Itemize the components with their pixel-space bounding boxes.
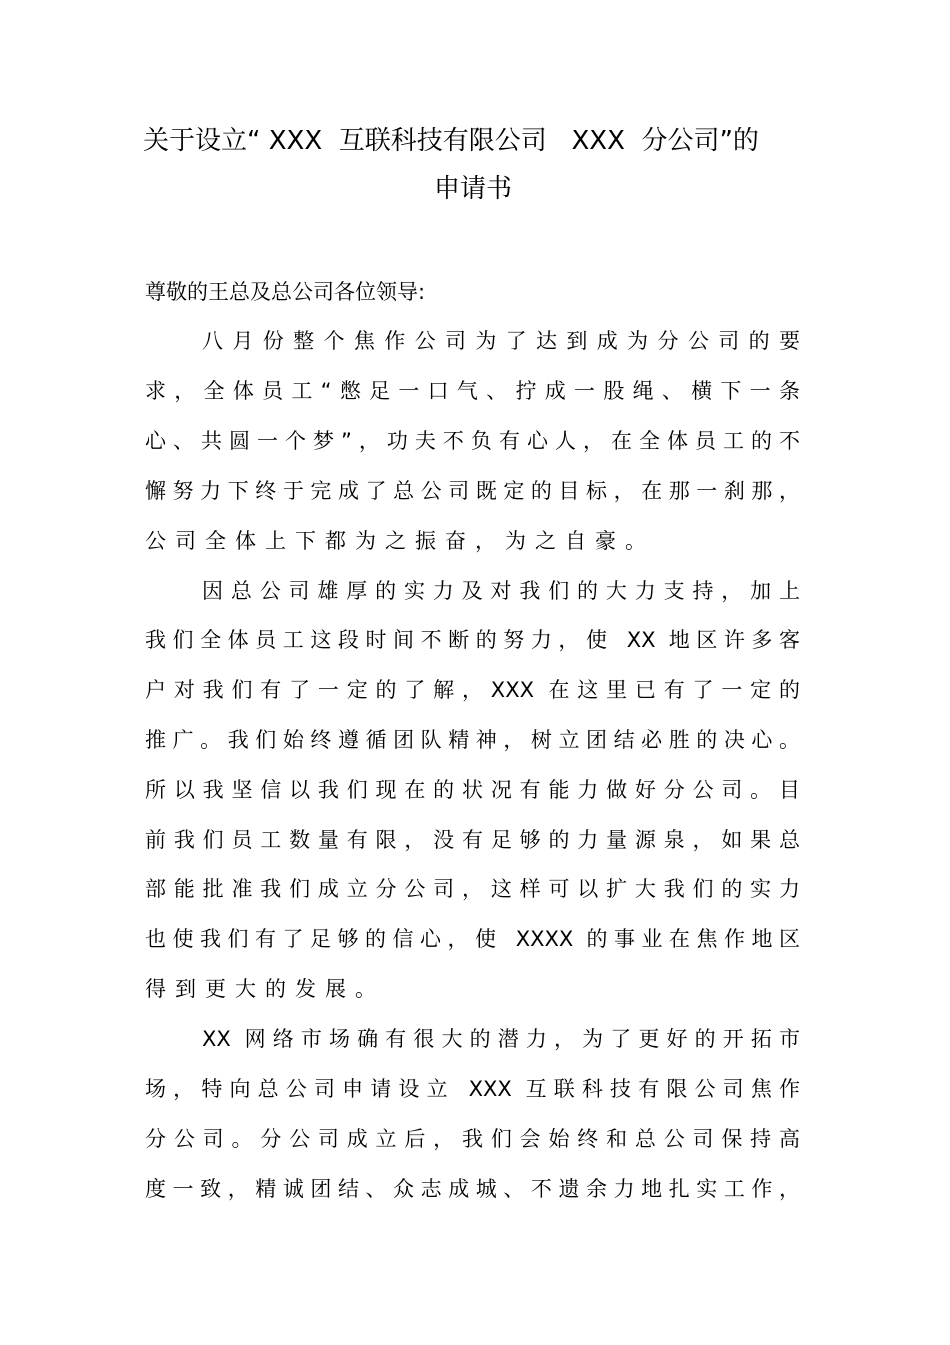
paragraph-2-line-5: 所以我坚信以我们现在的状况有能力做好分公司。目 — [145, 778, 800, 802]
paragraph-2-line-9: 得到更大的发展。 — [145, 977, 385, 1001]
paragraph-1-line-1: 八月份整个焦作公司为了达到成为分公司的要 — [202, 329, 800, 353]
paragraph-2-line-6: 前我们员工数量有限，没有足够的力量源泉，如果总 — [145, 828, 800, 852]
salutation: 尊敬的王总及总公司各位领导: — [145, 280, 426, 304]
paragraph-2-line-2: 我们全体员工这段时间不断的努力，使 XX 地区许多客 — [145, 628, 800, 652]
paragraph-1-line-5: 公司全体上下都为之振奋，为之自豪。 — [145, 529, 655, 553]
paragraph-2-line-3: 户对我们有了一定的了解，XXX 在这里已有了一定的 — [145, 678, 800, 702]
paragraph-2-line-8: 也使我们有了足够的信心，使 XXXX 的事业在焦作地区 — [145, 927, 800, 951]
paragraph-1-line-4: 懈努力下终于完成了总公司既定的目标，在那一刹那， — [145, 479, 800, 503]
paragraph-3-line-4: 度一致，精诚团结、众志成城、不遗余力地扎实工作， — [145, 1177, 800, 1201]
document-title-line-2: 申请书 — [433, 174, 512, 204]
paragraph-3-line-3: 分公司。分公司成立后，我们会始终和总公司保持高 — [145, 1127, 800, 1151]
paragraph-1-line-2: 求，全体员工“憋足一口气、拧成一股绳、横下一条 — [145, 379, 800, 403]
paragraph-3-line-2: 场，特向总公司申请设立 XXX 互联科技有限公司焦作 — [145, 1077, 800, 1101]
paragraph-2-line-4: 推广。我们始终遵循团队精神，树立团结必胜的决心。 — [145, 728, 800, 752]
paragraph-2-line-7: 部能批准我们成立分公司，这样可以扩大我们的实力 — [145, 877, 800, 901]
document-title-line-1: 关于设立“ XXX 互联科技有限公司 XXX 分公司”的 — [143, 126, 759, 156]
paragraph-1-line-3: 心、共圆一个梦”，功夫不负有心人，在全体员工的不 — [145, 429, 800, 453]
paragraph-3-line-1: XX 网络市场确有很大的潜力，为了更好的开拓市 — [202, 1027, 800, 1051]
paragraph-2-line-1: 因总公司雄厚的实力及对我们的大力支持，加上 — [202, 579, 800, 603]
